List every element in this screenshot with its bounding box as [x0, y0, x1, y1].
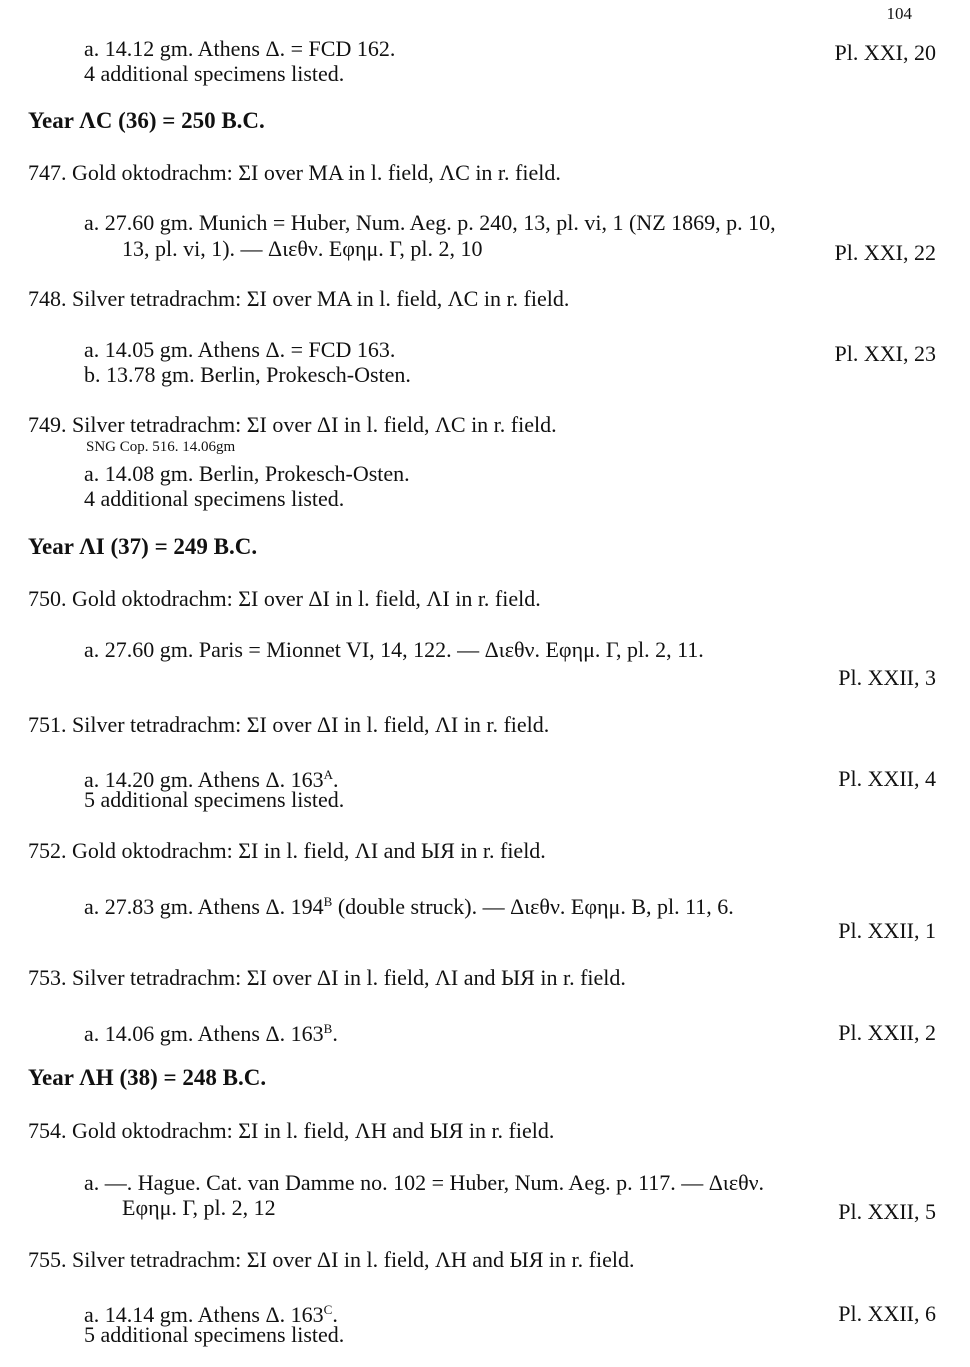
additional-specimens: 5 additional specimens listed. [84, 787, 345, 812]
entry-754a-cont: Εφημ. Γ, pl. 2, 12 [122, 1195, 276, 1220]
entry-755a: a. 14.14 gm. Athens Δ. $163^C$. [84, 1302, 338, 1327]
entry-755: 755. Silver tetradrachm: ΣΙ over ΔΙ in l. field, ΛΗ and ЫЯ in r. field. [28, 1247, 635, 1272]
plate-ref: Pl. XXII, 3 [838, 665, 936, 690]
entry-749a: a. 14.08 gm. Berlin, Prokesch-Osten. [84, 461, 410, 486]
entry-754: 754. Gold oktodrachm: ΣΙ in l. field, ΛΗ and ЫЯ in r. field. [28, 1118, 555, 1143]
entry-747a: a. 27.60 gm. Munich = Huber, Num. Aeg. p. 240, 13, pl. vi, 1 (NZ 1869, p. 10, [84, 210, 776, 235]
plate-ref: Pl. XXI, 20 [834, 40, 936, 65]
plate-ref: Pl. XXI, 22 [834, 240, 936, 265]
entry-748: 748. Silver tetradrachm: ΣΙ over ΜΑ in l. field, ΛϹ in r. field. [28, 286, 570, 311]
year-heading-36: Year ΛϹ (36) = 250 B.C. [28, 108, 265, 133]
plate-ref: Pl. XXII, 6 [838, 1301, 936, 1326]
handwritten-note: SNG Cop. 516. 14.06gm [86, 439, 236, 455]
plate-ref: Pl. XXII, 5 [838, 1199, 936, 1224]
entry-749: 749. Silver tetradrachm: ΣΙ over ΔΙ in l. field, ΛϹ in r. field. [28, 412, 557, 437]
entry-750a: a. 27.60 gm. Paris = Mionnet VI, 14, 122. — Διεθν. Εφημ. Γ, pl. 2, 11. [84, 637, 704, 662]
entry-753a: a. 14.06 gm. Athens Δ. $163^B$. [84, 1021, 338, 1046]
entry-748b: b. 13.78 gm. Berlin, Prokesch-Osten. [84, 362, 411, 387]
year-heading-38: Year ΛΗ (38) = 248 B.C. [28, 1065, 267, 1090]
entry-746a: a. 14.12 gm. Athens Δ. = FCD 162. [84, 36, 396, 61]
year-heading-37: Year ΛΙ (37) = 249 B.C. [28, 534, 258, 559]
plate-ref: Pl. XXI, 23 [834, 341, 936, 366]
entry-752: 752. Gold oktodrachm: ΣΙ in l. field, ΛΙ and ЫЯ in r. field. [28, 838, 546, 863]
entry-747: 747. Gold oktodrachm: ΣΙ over ΜΑ in l. field, ΛϹ in r. field. [28, 160, 561, 185]
entry-748a: a. 14.05 gm. Athens Δ. = FCD 163. [84, 337, 396, 362]
plate-ref: Pl. XXII, 4 [838, 766, 936, 791]
entry-752a: a. 27.83 gm. Athens Δ. $194^B$ (double struck). — Διεθν. Εφημ. B, pl. 11, 6. [84, 894, 734, 919]
entry-751: 751. Silver tetradrachm: ΣΙ over ΔΙ in l. field, ΛΙ in r. field. [28, 712, 550, 737]
entry-751a: a. 14.20 gm. Athens Δ. $163^A$. [84, 767, 339, 792]
plate-ref: Pl. XXII, 1 [838, 918, 936, 943]
entry-753: 753. Silver tetradrachm: ΣΙ over ΔΙ in l. field, ΛΙ and ЫЯ in r. field. [28, 965, 626, 990]
page-number: 104 [886, 4, 912, 23]
entry-754a: a. —. Hague. Cat. van Damme no. 102 = Huber, Num. Aeg. p. 117. — Διεθν. [84, 1170, 765, 1195]
additional-specimens: 4 additional specimens listed. [84, 61, 345, 86]
entry-750: 750. Gold oktodrachm: ΣΙ over ΔΙ in l. field, ΛΙ in r. field. [28, 586, 541, 611]
plate-ref: Pl. XXII, 2 [838, 1020, 936, 1045]
additional-specimens: 4 additional specimens listed. [84, 486, 345, 511]
entry-747a-cont: 13, pl. vi, 1). — Διεθν. Εφημ. Γ, pl. 2, 10 [122, 236, 483, 261]
additional-specimens: 5 additional specimens listed. [84, 1322, 345, 1347]
